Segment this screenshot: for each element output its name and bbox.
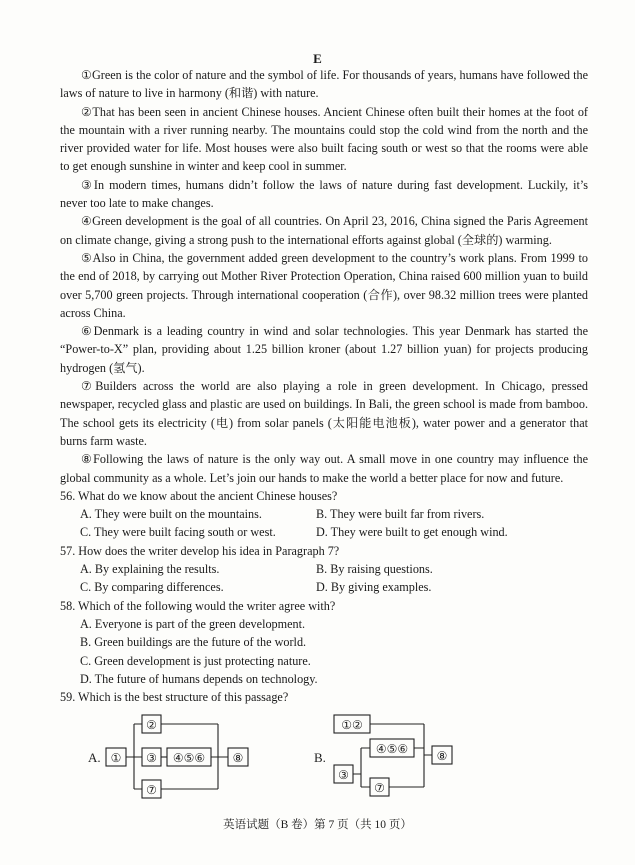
paragraph-1: ①Green is the color of nature and the symbol of life. For thousands of years, humans have followed the laws of nature to live in harmony (和谐) with nature. <box>60 68 588 101</box>
question-58-option-b[interactable]: B. Green buildings are the future of the world. <box>80 635 307 650</box>
structure-a-left-bracket <box>126 724 142 789</box>
paragraph-5: ⑤Also in China, the government added green development to the country’s work plans. From 1999 to the end of 2018, by carrying out Mother River Protection Operation, China raised 600 million yuan to build over 5,700 green projects. Through international cooperation (合作), over 98.32 million trees were planted across China. <box>60 250 588 320</box>
structure-b-text-8: ⑧ <box>436 749 448 763</box>
paragraph-2: ②That has been seen in ancient Chinese houses. Ancient Chinese often built their homes at the foot of the mountain with a river running nearby. The mountains could stop the cold wind from the north and the river provided water for life. Most houses were also built facing south or west so that the rooms were able to get enough sunshine in winter and keep cool in summer. <box>60 104 588 174</box>
question-57-options-row1 <box>60 560 588 578</box>
question-59-structure-diagrams <box>0 710 635 810</box>
structure-diagrams-svg <box>0 710 635 810</box>
structure-b-text-7: ⑦ <box>374 781 385 795</box>
structure-a-text-1: ① <box>110 751 122 765</box>
question-58-option-d[interactable]: D. The future of humans depends on technology. <box>80 671 318 686</box>
question-57-options-row2 <box>60 578 588 596</box>
structure-b-text-12: ①② <box>341 718 363 732</box>
structure-a-text-3: ③ <box>146 751 157 765</box>
question-56-option-d[interactable]: D. They were built to get enough wind. <box>316 525 508 540</box>
question-56-option-c[interactable]: C. They were built facing south or west. <box>80 525 276 540</box>
paragraph-6: ⑥Denmark is a leading country in wind and solar technologies. This year Denmark has started the “Power-to-X” plan, providing about 1.25 billion kroner (about 1.27 billion yuan) for projects producing hydrogen (氢气). <box>60 324 588 375</box>
question-57-option-a[interactable]: A. By explaining the results. <box>80 562 220 577</box>
passage-body <box>60 66 588 706</box>
question-59-stem: 59. Which is the best structure of this passage? <box>60 690 289 705</box>
question-58-stem: 58. Which of the following would the writer agree with? <box>60 598 336 613</box>
paragraph-3: ③In modern times, humans didn’t follow the laws of nature during fast development. Luckily, it’s never too late to make changes. <box>60 177 588 211</box>
question-56-stem: 56. What do we know about the ancient Chinese houses? <box>60 488 338 503</box>
structure-a-text-2: ② <box>146 718 157 732</box>
question-56-option-a[interactable]: A. They were built on the mountains. <box>80 507 262 522</box>
question-56-options-row2 <box>60 523 588 541</box>
structure-a-text-8: ⑧ <box>232 751 244 765</box>
structure-option-a[interactable] <box>88 715 248 798</box>
question-57-option-b[interactable]: B. By raising questions. <box>316 562 433 577</box>
passage-title: E <box>313 51 322 66</box>
structure-option-b[interactable] <box>314 715 452 796</box>
structure-a-label: A. <box>88 750 101 765</box>
page-footer: 英语试题（B 卷）第 7 页（共 10 页） <box>223 819 412 831</box>
structure-b-text-3: ③ <box>338 768 349 782</box>
structure-b-label: B. <box>314 750 326 765</box>
question-56-option-b[interactable]: B. They were built far from rivers. <box>316 507 485 522</box>
structure-b-text-456: ④⑤⑥ <box>375 742 409 756</box>
question-56-options-row1 <box>60 505 588 523</box>
question-57-stem: 57. How does the writer develop his idea in Paragraph 7? <box>60 543 340 558</box>
paragraph-4: ④Green development is the goal of all countries. On April 23, 2016, China signed the Paris Agreement on climate change, giving a strong push to the international efforts against global (全球的) warming. <box>60 214 588 247</box>
structure-a-text-456: ④⑤⑥ <box>172 751 206 765</box>
paragraph-7: ⑦Builders across the world are also playing a role in green development. In Chicago, pressed newspaper, recycled glass and plastic are used on buildings. In Bali, the green school is made from bamboo. The school gets its electricity (电) from solar panels (太阳能电池板), water power and a generator that burns farm waste. <box>60 379 588 448</box>
paragraph-8: ⑧Following the laws of nature is the only way out. A small move in one country may influence the global community as a whole. Let’s join our hands to make the world a better place for now and future. <box>60 452 588 485</box>
structure-a-text-7: ⑦ <box>146 783 157 797</box>
question-58-option-a[interactable]: A. Everyone is part of the green development. <box>80 616 306 631</box>
question-58-option-c[interactable]: C. Green development is just protecting nature. <box>80 653 311 668</box>
question-57-option-c[interactable]: C. By comparing differences. <box>80 580 224 595</box>
question-57-option-d[interactable]: D. By giving examples. <box>316 580 432 595</box>
structure-b-inner-bracket <box>353 748 370 787</box>
